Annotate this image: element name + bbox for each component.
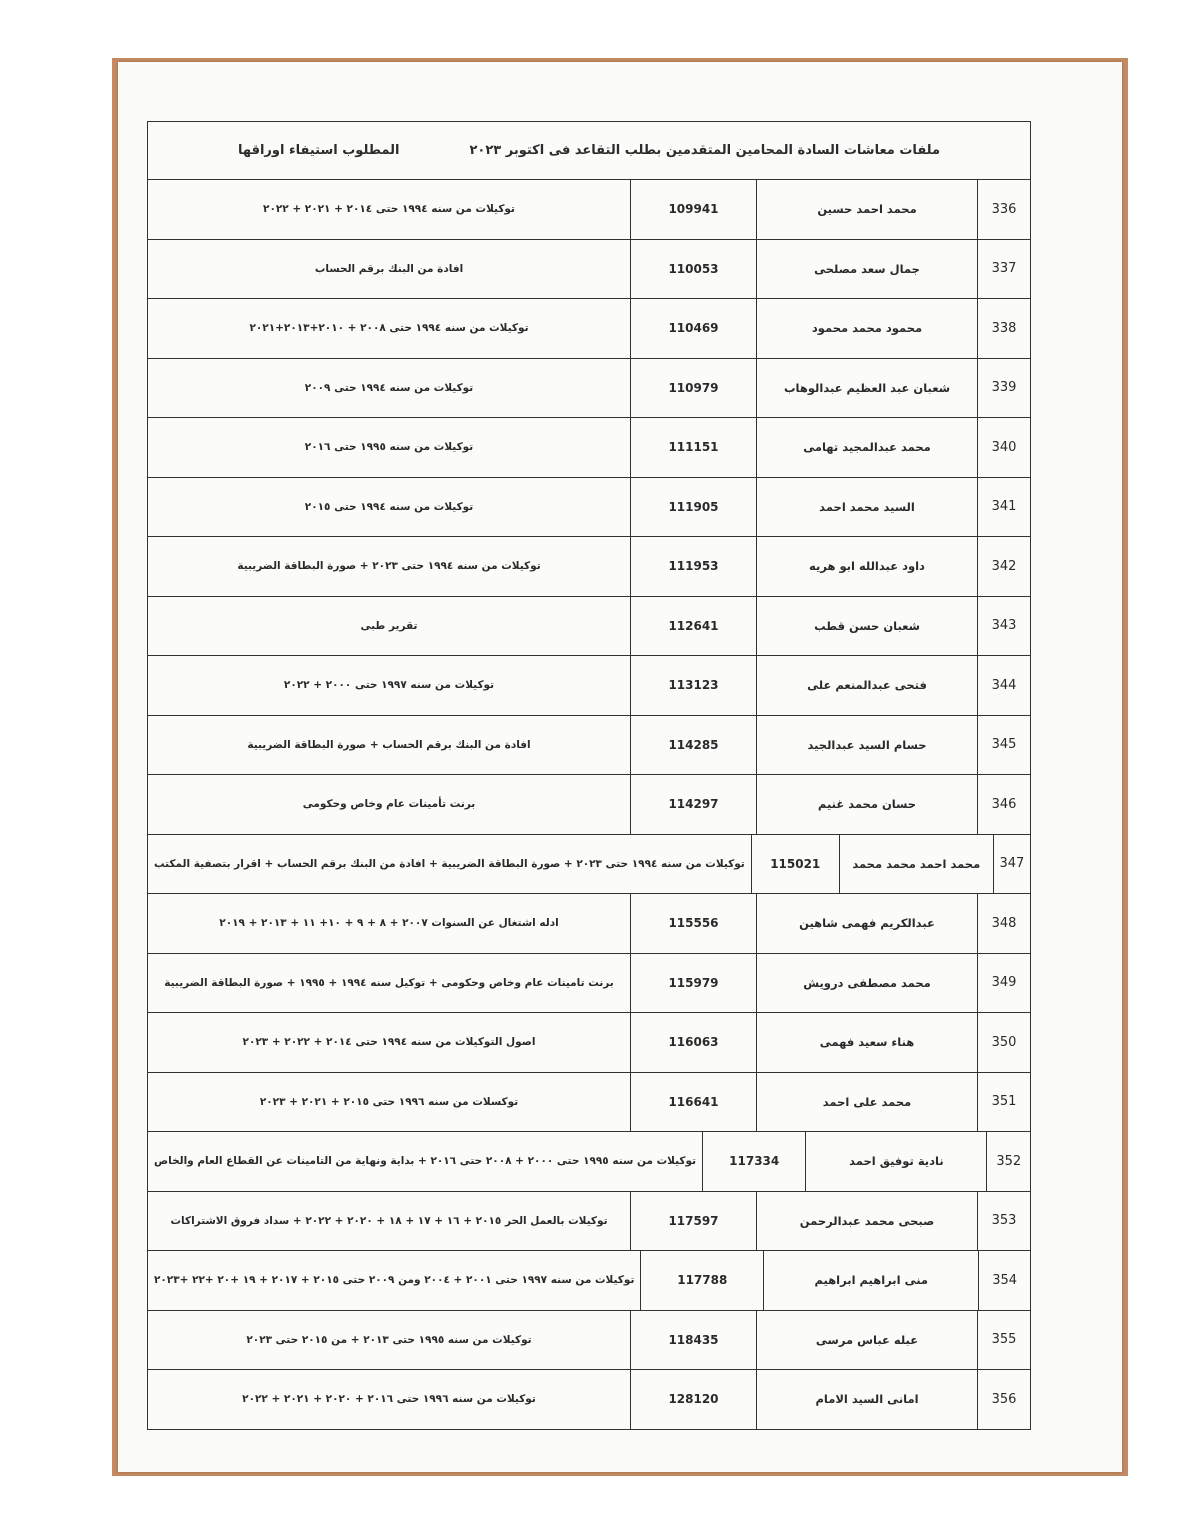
lawyer-name: هناء سعيد فهمى — [756, 1013, 978, 1072]
row-number: 355 — [991, 1332, 1017, 1348]
required-documents: توكيلات من سنه ١٩٩٤ حتى ٢٠١٥ — [304, 500, 474, 513]
lawyer-name: امانى السيد الامام — [756, 1370, 978, 1429]
required-documents: توكيلات من سنه ١٩٩٤ حتى ٢٠٠٩ — [304, 381, 474, 394]
row-number: 338 — [991, 320, 1017, 336]
lawyer-name: داود عبدالله ابو هريه — [756, 537, 978, 596]
row-number: 350 — [991, 1034, 1017, 1050]
required-documents: توكيلات من سنه ١٩٩٤ حتى ٢٠٢٣ + صورة البطاقة الضريبية + افادة من البنك برقم الحساب + اقرار بتصفية المكتب — [154, 857, 745, 870]
table-row — [148, 894, 1030, 954]
row-number: 342 — [991, 558, 1017, 574]
table-row — [148, 240, 1030, 300]
registration-number: 110469 — [630, 299, 756, 358]
registration-number: 118435 — [630, 1311, 756, 1370]
registration-number: 109941 — [630, 180, 756, 239]
required-documents: توكيلات من سنه ١٩٩٤ حتى ٢٠٢٣ + صورة البطاقة الضريبية — [237, 560, 541, 573]
table-row — [148, 1013, 1030, 1073]
registration-number: 114297 — [630, 775, 756, 834]
registration-number: 117788 — [640, 1251, 763, 1310]
table-row — [148, 478, 1030, 538]
lawyer-name: محمد عبدالمجيد تهامى — [756, 418, 978, 477]
lawyer-name: محمد على احمد — [756, 1073, 978, 1132]
lawyer-name: شعبان عبد العظيم عبدالوهاب — [756, 359, 978, 418]
table-row — [148, 299, 1030, 359]
lawyer-name: منى ابراهيم ابراهيم — [763, 1251, 979, 1310]
registration-number: 115556 — [630, 894, 756, 953]
table-row — [148, 716, 1030, 776]
registration-number: 116063 — [630, 1013, 756, 1072]
table-row — [148, 1192, 1030, 1252]
lawyer-name: فتحى عبدالمنعم على — [756, 656, 978, 715]
lawyer-name: حسام السيد عبدالجيد — [756, 716, 978, 775]
table-row — [148, 418, 1030, 478]
table-row — [148, 1251, 1030, 1311]
table-row — [148, 359, 1030, 419]
lawyer-name: محمد مصطفى درويش — [756, 954, 978, 1013]
required-documents: افادة من البنك برقم الحساب + صورة البطاقة الضريبية — [247, 738, 531, 751]
required-documents: توكيلات من سنه ١٩٩٤ حتى ٢٠١٤ + ٢٠٢١ + ٢٠٢٢ — [263, 203, 515, 216]
registration-number: 117334 — [702, 1132, 805, 1191]
row-number: 337 — [991, 261, 1017, 277]
table-row — [148, 835, 1030, 895]
table-row — [148, 954, 1030, 1014]
document-subtitle: المطلوب استيفاء اوراقها — [237, 143, 400, 158]
required-documents: توكيلات من سنه ١٩٩٥ حتى ٢٠١٦ — [304, 441, 474, 454]
table-row — [148, 1132, 1030, 1192]
required-documents: برنت تامينات عام وخاص وحكومى + توكيل سنه ١٩٩٤ + ١٩٩٥ + صورة البطاقة الضريبية — [164, 976, 614, 989]
required-documents: توكيلات من سنه ١٩٩٥ حتى ٢٠١٣ + من ٢٠١٥ حتى ٢٠٢٣ — [246, 1333, 532, 1346]
table-row — [148, 1370, 1030, 1429]
registration-number: 111151 — [630, 418, 756, 477]
lawyer-name: نادية توفيق احمد — [805, 1132, 987, 1191]
row-number: 341 — [991, 499, 1017, 515]
row-number: 336 — [991, 201, 1017, 217]
table-row — [148, 180, 1030, 240]
lawyer-name: جمال سعد مصلحى — [756, 240, 978, 299]
table-body — [148, 180, 1030, 1429]
row-number: 339 — [991, 380, 1017, 396]
row-number: 354 — [992, 1272, 1018, 1288]
lawyer-name: حسان محمد غنيم — [756, 775, 978, 834]
required-documents: تقرير طبى — [360, 619, 418, 632]
registration-number: 114285 — [630, 716, 756, 775]
row-number: 347 — [999, 856, 1025, 872]
row-number: 348 — [991, 915, 1017, 931]
required-documents: توكيلات من سنه ١٩٩٥ حتى ٢٠٠٠ + ٢٠٠٨ حتى ٢٠١٦ + بداية ونهاية من التامينات عن القطاع العام والخاص — [154, 1155, 697, 1168]
document-title: ملفات معاشات السادة المحامين المتقدمين بطلب التقاعد فى اكتوبر ٢٠٢٣ — [469, 143, 941, 158]
row-number: 344 — [991, 677, 1017, 693]
row-number: 349 — [991, 975, 1017, 991]
required-documents: برنت تأمينات عام وخاص وحكومى — [302, 798, 476, 811]
row-number: 356 — [991, 1391, 1017, 1407]
registration-number: 111905 — [630, 478, 756, 537]
row-number: 343 — [991, 618, 1017, 634]
registration-number: 115021 — [751, 835, 839, 894]
registration-number: 110053 — [630, 240, 756, 299]
lawyer-name: عبدالكريم فهمى شاهين — [756, 894, 978, 953]
table-header — [148, 122, 1030, 180]
lawyer-name: محمد احمد حسين — [756, 180, 978, 239]
table-row — [148, 1311, 1030, 1371]
row-number: 351 — [991, 1094, 1017, 1110]
required-documents: ادله اشتغال عن السنوات ٢٠٠٧ + ٨ + ٩ + ١٠+ ١١ + ٢٠١٣ + ٢٠١٩ — [219, 917, 559, 930]
table-row — [148, 656, 1030, 716]
row-number: 340 — [991, 439, 1017, 455]
registration-number: 113123 — [630, 656, 756, 715]
lawyer-name: شعبان حسن قطب — [756, 597, 978, 656]
table-row — [148, 537, 1030, 597]
lawyer-name: صبحى محمد عبدالرحمن — [756, 1192, 978, 1251]
required-documents: اصول التوكيلات من سنه ١٩٩٤ حتى ٢٠١٤ + ٢٠٢٢ + ٢٠٢٣ — [242, 1036, 536, 1049]
required-documents: توكيلات من سنه ١٩٩٧ حتى ٢٠٠٠ + ٢٠٢٢ — [283, 679, 495, 692]
registration-number: 117597 — [630, 1192, 756, 1251]
table-row — [148, 1073, 1030, 1133]
required-documents: توكيلات من سنه ١٩٩٤ حتى ٢٠٠٨ + ٢٠١٠+٢٠١٣+٢٠٢١ — [249, 322, 529, 335]
required-documents: توكسلات من سنه ١٩٩٦ حتى ٢٠١٥ + ٢٠٢١ + ٢٠٢٣ — [259, 1095, 519, 1108]
required-documents: توكيلات من سنه ١٩٩٧ حتى ٢٠٠١ + ٢٠٠٤ ومن ٢٠٠٩ حتى ٢٠١٥ + ٢٠١٧ + ١٩ +٢٠ +٢٢ +٢٠٢٣ — [153, 1274, 635, 1287]
lawyer-name: محمود محمد محمود — [756, 299, 978, 358]
registration-number: 128120 — [630, 1370, 756, 1429]
table-row — [148, 597, 1030, 657]
lawyer-name: محمد احمد محمد محمد — [839, 835, 994, 894]
pension-files-table — [147, 121, 1031, 1430]
table-row — [148, 775, 1030, 835]
lawyer-name: عبله عباس مرسى — [756, 1311, 978, 1370]
row-number: 352 — [996, 1153, 1022, 1169]
registration-number: 111953 — [630, 537, 756, 596]
lawyer-name: السيد محمد احمد — [756, 478, 978, 537]
required-documents: توكيلات بالعمل الحر ٢٠١٥ + ١٦ + ١٧ + ١٨ + ٢٠٢٠ + ٢٠٢٢ + سداد فروق الاشتراكات — [170, 1214, 608, 1227]
registration-number: 116641 — [630, 1073, 756, 1132]
registration-number: 110979 — [630, 359, 756, 418]
row-number: 345 — [991, 737, 1017, 753]
row-number: 353 — [991, 1213, 1017, 1229]
registration-number: 115979 — [630, 954, 756, 1013]
row-number: 346 — [991, 796, 1017, 812]
registration-number: 112641 — [630, 597, 756, 656]
required-documents: توكيلات من سنه ١٩٩٦ حتى ٢٠١٦ + ٢٠٢٠ + ٢٠٢١ + ٢٠٢٢ — [242, 1393, 536, 1406]
required-documents: افادة من البنك برقم الحساب — [314, 262, 464, 275]
